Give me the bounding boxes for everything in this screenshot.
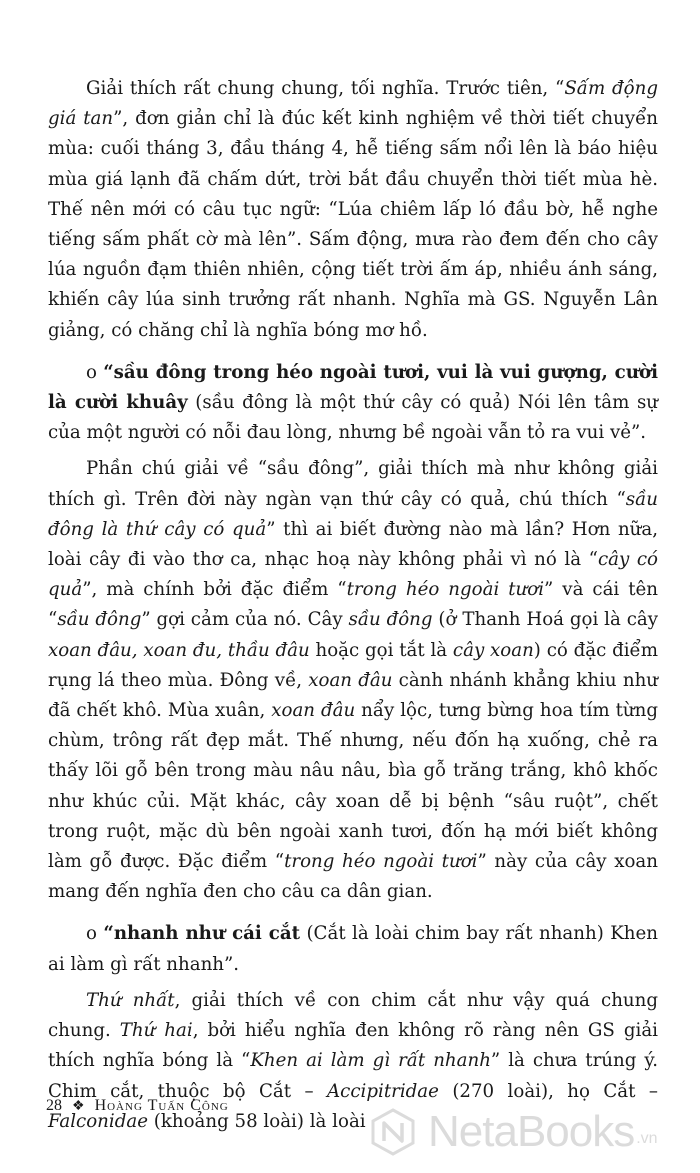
body-paragraph xyxy=(48,454,658,907)
text-run: hoặc gọi tắt là xyxy=(309,639,453,661)
italic-phrase: xoan đâu xyxy=(271,700,356,722)
watermark-domain: .vn xyxy=(636,1130,658,1147)
diamond-cross-icon: ❖ xyxy=(72,1098,85,1114)
page-body xyxy=(48,68,658,1137)
italic-phrase: trong héo ngoài tươi xyxy=(346,579,545,601)
italic-phrase: cây xoan xyxy=(452,639,534,661)
italic-phrase: xoan đâu xyxy=(308,669,393,691)
netabooks-watermark xyxy=(368,1100,688,1164)
bold-term: “sầu đông trong héo ngoài tươi, vui là vui gượng, cười là cười khuây xyxy=(48,361,658,414)
italic-phrase: sầu đông xyxy=(57,609,142,631)
italic-phrase: Khen ai làm gì rất nhanh xyxy=(250,1050,491,1072)
italic-phrase: Thứ hai xyxy=(119,1020,193,1042)
watermark-brand: NetaBooks xyxy=(428,1107,635,1156)
text-run: , bởi hiểu nghĩa đen không rõ ràng nên GS giải thích nghĩa bóng là “ xyxy=(48,1020,658,1072)
text-run: o xyxy=(86,361,104,383)
text-run: ” là chưa trúng ý. Chim cắt, thuộc bộ Cắt – xyxy=(48,1050,658,1102)
text-run: ” thì ai biết đường nào mà lần? Hơn nữa, loài cây đi vào thơ ca, nhạc hoạ này không phải vì nó là “ xyxy=(48,518,659,571)
text-run: Giải thích rất chung chung, tối nghĩa. Trước tiên, “ xyxy=(86,78,565,99)
italic-phrase: trong héo ngoài tươi xyxy=(284,851,478,873)
text-run: (sầu đông là một thứ cây có quả) Nói lên tâm sự của một người có nỗi đau lòng, nhưng bề ngoài vẫn tỏ ra vui vẻ”. xyxy=(48,392,658,444)
page-footer xyxy=(46,1097,229,1115)
italic-phrase: Falconidae xyxy=(48,1110,148,1132)
italic-phrase: cây có quả xyxy=(48,549,658,601)
text-run: ” này của cây xoan mang đến nghĩa đen cho câu ca dân gian. xyxy=(48,851,658,903)
italic-phrase: sầu đông là thứ cây có quả xyxy=(48,488,658,540)
text-run: (ở Thanh Hoá gọi là cây xyxy=(432,609,659,631)
text-run: ” và cái tên “ xyxy=(48,579,658,631)
text-run: nẩy lộc, tưng bừng hoa tím từng chùm, trông rất đẹp mắt. Thế nhưng, nếu đốn hạ xuống, chẻ ra thấy lõi gỗ bên trong màu nâu nâu, bìa gỗ trăng trắng, khô khốc như khúc củi. Mặt khác, cây xoan dễ bị bệnh “sâu ruột”, chết trong ruột, mặc dù bên ngoài xanh tươi, đốn hạ mới biết không làm gỗ được. Đặc điểm “ xyxy=(48,700,658,873)
dictionary-entry-paragraph xyxy=(48,358,658,449)
text-run: , giải thích về con chim cắt như vậy quá chung chung. xyxy=(48,989,658,1042)
page-number: 28 xyxy=(46,1097,62,1114)
italic-phrase: Sấm động giá tan xyxy=(48,78,658,130)
italic-phrase: Accipitridae xyxy=(327,1080,439,1102)
text-run: (270 loài), họ Cắt – xyxy=(438,1080,658,1102)
dictionary-entry-paragraph xyxy=(48,919,658,979)
bold-term: “nhanh như cái cắt xyxy=(103,923,301,945)
italic-phrase: sầu đông xyxy=(348,609,433,631)
body-paragraph xyxy=(48,74,658,346)
italic-phrase: Thứ nhất xyxy=(86,989,175,1011)
netabooks-logo-icon xyxy=(368,1107,418,1157)
text-run: ” gợi cảm của nó. Cây xyxy=(141,609,349,631)
text-run: (Cắt là loài chim bay rất nhanh) Khen ai làm gì rất nhanh”. xyxy=(48,923,658,975)
text-run: cành nhánh khẳng khiu như đã chết khô. Mùa xuân, xyxy=(48,669,658,722)
italic-phrase: xoan đâu, xoan đu, thầu đâu xyxy=(48,639,310,661)
text-run: (khoảng 58 loài) là loài xyxy=(147,1110,366,1132)
text-run: ) có đặc điểm rụng lá theo mùa. Đông về, xyxy=(48,639,658,691)
text-run: ”, đơn giản chỉ là đúc kết kinh nghiệm về thời tiết chuyển mùa: cuối tháng 3, đầu tháng 4, hễ tiếng sấm nổi lên là báo hiệu mùa giá lạnh đã chấm dứt, trời bắt đầu chuyển thời tiết mùa hè. Thế nên mới có câu tục ngữ: “Lúa chiêm lấp ló đầu bờ, hễ nghe tiếng sấm phất cờ mà lên”. Sấm động, mưa rào đem đến cho cây lúa nguồn đạm thiên nhiên, cộng tiết trời ấm áp, nhiều ánh sáng, khiến cây lúa sinh trưởng rất nhanh. Nghĩa mà GS. Nguyễn Lân giảng, có chăng chỉ là nghĩa bóng mơ hồ. xyxy=(48,108,658,341)
text-run: ”, mà chính bởi đặc điểm “ xyxy=(82,579,347,601)
text-run: o xyxy=(86,923,104,945)
author-name: Hoàng Tuấn Công xyxy=(94,1097,229,1114)
text-run: Phần chú giải về “sầu đông”, giải thích mà như không giải thích gì. Trên đời này ngàn vạn thứ cây có quả, chú thích “ xyxy=(48,458,658,510)
